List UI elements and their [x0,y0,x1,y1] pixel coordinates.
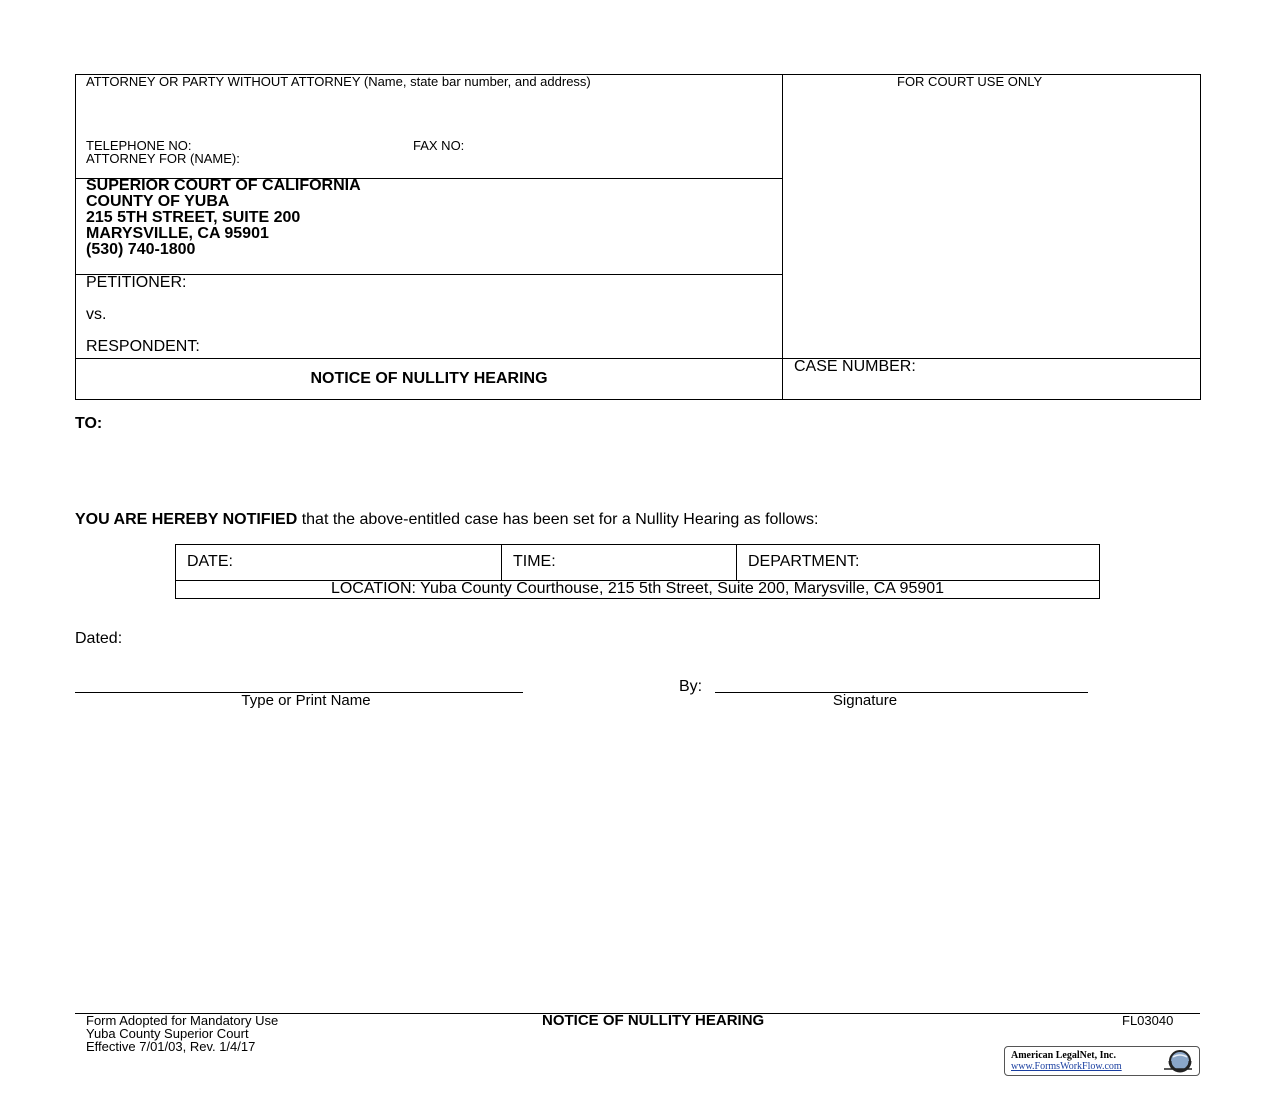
print-name-caption: Type or Print Name [241,692,371,709]
footer-court: Yuba County Superior Court [86,1026,249,1041]
fax-label: FAX NO: [413,138,465,153]
court-use-label: FOR COURT USE ONLY [897,74,1043,89]
form-code: FL03040 [1122,1013,1174,1028]
globe-icon [1161,1049,1195,1073]
attorney-label: ATTORNEY OR PARTY WITHOUT ATTORNEY (Name, state bar number, and address) [86,74,591,89]
hearing-time-label: TIME: [513,553,556,570]
notice-text: that the above-entitled case has been set for a Nullity Hearing as follows: [297,511,819,528]
notice-bold-text: YOU ARE HEREBY NOTIFIED [75,511,298,528]
form-title: NOTICE OF NULLITY HEARING [310,370,548,387]
vs-label: vs. [86,306,107,323]
to-label: TO: [75,415,103,432]
footer-title: NOTICE OF NULLITY HEARING [542,1012,765,1029]
respondent-label: RESPONDENT: [86,338,200,355]
dated-label: Dated: [75,630,123,647]
attorney-for-label: ATTORNEY FOR (NAME): [86,151,240,166]
court-phone: (530) 740-1800 [86,241,196,258]
hearing-department-label: DEPARTMENT: [748,553,860,570]
signature-caption: Signature [832,692,898,709]
american-legalnet-logo [1004,1046,1200,1076]
footer-effective: Effective 7/01/03, Rev. 1/4/17 [86,1039,256,1054]
hearing-location: LOCATION: Yuba County Courthouse, 215 5th Street, Suite 200, Marysville, CA 95901 [330,580,945,597]
hearing-date-label: DATE: [187,553,233,570]
petitioner-label: PETITIONER: [86,274,187,291]
court-city: MARYSVILLE, CA 95901 [86,225,269,242]
court-street: 215 5TH STREET, SUITE 200 [86,209,301,226]
logo-name: American LegalNet, Inc. [1011,1050,1116,1061]
notice-statement [75,511,818,529]
telephone-label: TELEPHONE NO: [86,138,192,153]
case-number-label: CASE NUMBER: [794,358,916,375]
court-county: COUNTY OF YUBA [86,193,230,210]
by-label: By: [679,678,703,695]
court-name: SUPERIOR COURT OF CALIFORNIA [86,177,361,194]
logo-url: www.FormsWorkFlow.com [1011,1061,1122,1072]
footer-adopted: Form Adopted for Mandatory Use [86,1013,279,1028]
